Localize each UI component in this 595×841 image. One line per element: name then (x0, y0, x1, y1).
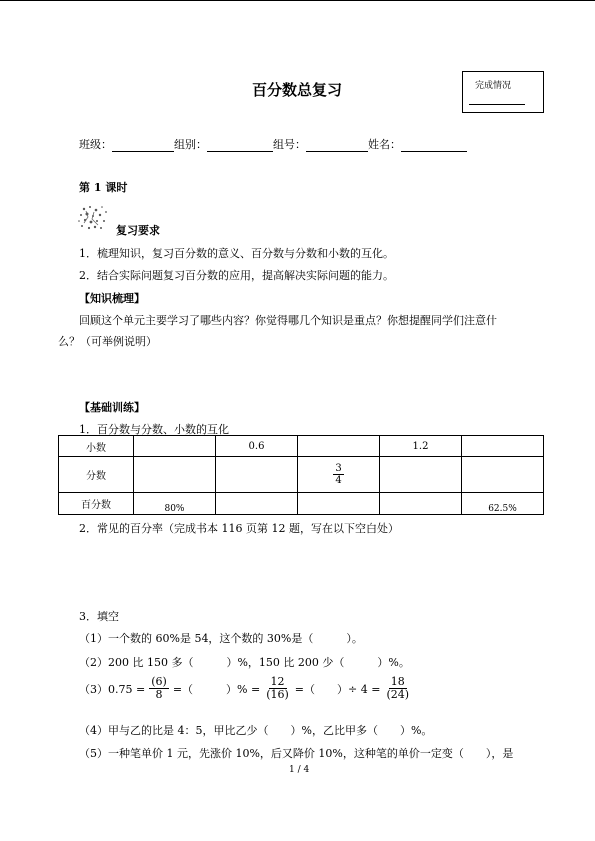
item3-fraction-2 (264, 676, 291, 701)
table-cell-fraction (298, 457, 380, 493)
question-2-title: 2．常见的百分率（完成书本 116 页第 12 题，写在以下空白处） (79, 522, 399, 535)
top-rule (0, 0, 595, 1)
conversion-table (58, 435, 544, 515)
table-cell (134, 436, 216, 457)
fraction-numerator: (6) (151, 675, 167, 688)
lesson-label: 第 1 课时 (79, 181, 128, 194)
sparkle-stamp-icon (76, 203, 110, 233)
table-cell: 0.6 (216, 436, 298, 457)
class-blank (112, 139, 174, 152)
fill-item-3 (79, 676, 411, 701)
table-cell: 62.5% (462, 493, 544, 515)
fraction-numerator: 12 (270, 675, 285, 688)
basic-heading: 【基础训练】 (79, 401, 145, 414)
question-3-title: 3．填空 (79, 610, 119, 623)
group-no-blank (306, 139, 368, 152)
review-item-2: 2．结合实际问题复习百分数的应用，提高解决实际问题的能力。 (79, 269, 394, 282)
class-label: 班级： (79, 138, 112, 151)
fraction-denominator: (16) (266, 688, 289, 702)
item3-middle-2: =（ ）÷ 4 = (294, 682, 381, 696)
fraction-denominator: 8 (155, 688, 163, 702)
fraction-three-quarters (333, 463, 343, 486)
item3-fraction-3 (384, 676, 411, 701)
table-cell (462, 457, 544, 493)
fraction-numerator: 3 (335, 463, 342, 474)
page-title: 百分数总复习 (252, 81, 343, 99)
question-1-title: 1．百分数与分数、小数的互化 (79, 423, 229, 436)
knowledge-heading: 【知识梳理】 (79, 292, 145, 305)
review-item-1: 1．梳理知识，复习百分数的意义、百分数与分数和小数的互化。 (79, 247, 394, 260)
table-cell (380, 493, 462, 515)
status-box-label: 完成情况 (475, 81, 512, 91)
name-label: 姓名： (368, 138, 401, 151)
table-cell (134, 457, 216, 493)
item3-middle-1: =（ ）% = (172, 682, 261, 696)
table-cell (380, 457, 462, 493)
fraction-numerator: 18 (390, 675, 405, 688)
fraction-denominator: (24) (386, 688, 410, 702)
row-header-percent: 百分数 (59, 493, 134, 515)
item3-prefix: （3）0.75 = (79, 682, 146, 696)
fill-item-1: （1）一个数的 60%是 54，这个数的 30%是（ ）。 (79, 632, 363, 645)
table-cell (216, 493, 298, 515)
row-header-decimal: 小数 (59, 436, 134, 457)
student-info-line (79, 136, 467, 152)
table-cell: 1.2 (380, 436, 462, 457)
table-cell (298, 436, 380, 457)
fill-item-2: （2）200 比 150 多（ ）%，150 比 200 少（ ）%。 (79, 656, 410, 669)
table-cell: 80% (134, 493, 216, 515)
table-cell (216, 457, 298, 493)
row-header-fraction: 分数 (59, 457, 134, 493)
table-cell (462, 436, 544, 457)
status-blank-line (469, 104, 525, 105)
fraction-denominator: 4 (335, 475, 342, 486)
name-blank (401, 139, 467, 152)
fill-item-4: （4）甲与乙的比是 4：5，甲比乙少（ ）%，乙比甲多（ ）%。 (79, 724, 433, 737)
page-number: 1 / 4 (289, 765, 310, 775)
table-row-percent (59, 493, 544, 515)
group-no-label: 组号： (273, 138, 306, 151)
table-cell (298, 493, 380, 515)
fill-item-5: （5）一种笔单价 1 元，先涨价 10%，后又降价 10%，这种笔的单价一定变（ ），是 (79, 747, 514, 760)
knowledge-text-line-2: 么？（可举例说明） (58, 335, 157, 348)
group-blank (207, 139, 273, 152)
review-heading: 复习要求 (116, 224, 160, 237)
knowledge-text-line-1: 回顾这个单元主要学习了哪些内容？你觉得哪几个知识是重点？你想提醒同学们注意什 (79, 314, 497, 327)
table-row-fraction (59, 457, 544, 493)
group-label: 组别： (174, 138, 207, 151)
completion-status-box (462, 71, 544, 113)
table-row-decimal (59, 436, 544, 457)
item3-fraction-1 (149, 676, 169, 701)
